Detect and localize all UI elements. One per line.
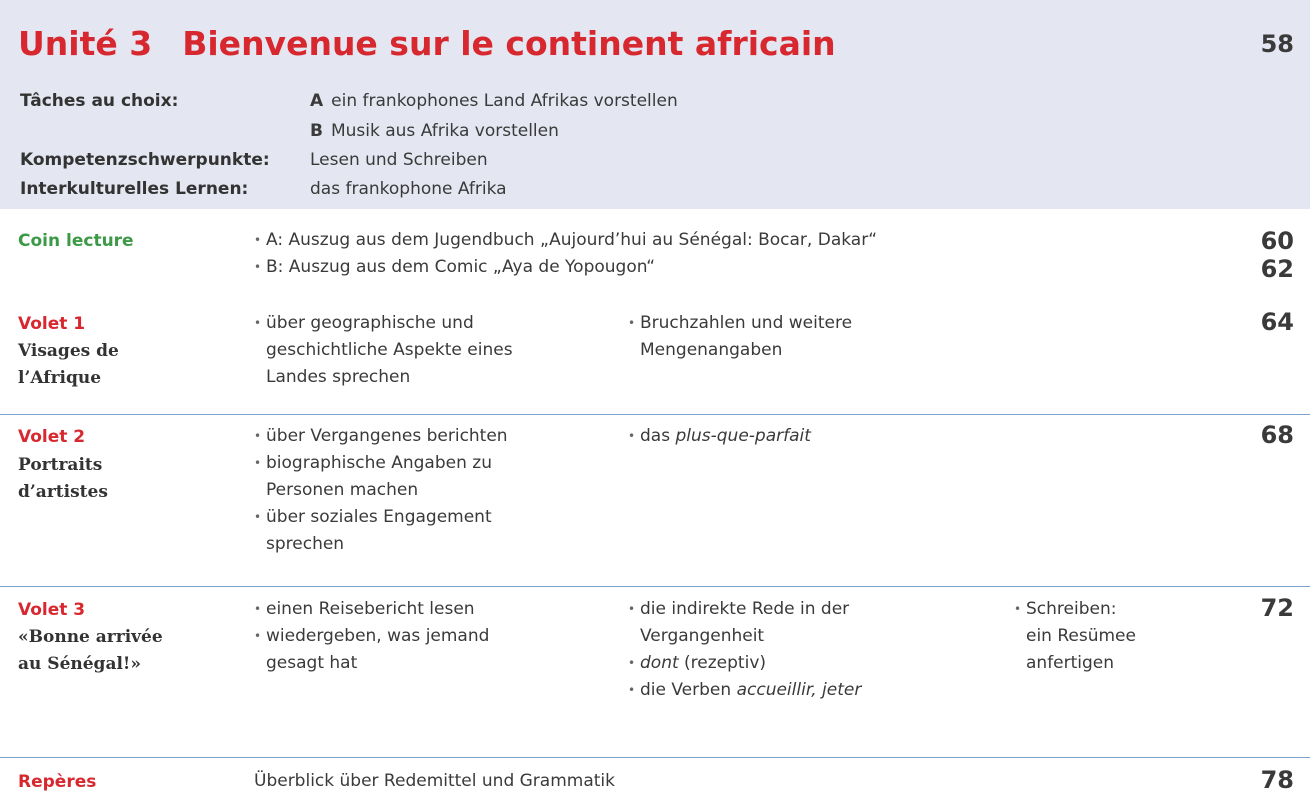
list-item: • wiedergeben, was jemand (254, 623, 489, 650)
list-item: • über Vergangenes berichten (254, 423, 508, 450)
list-item: • über soziales Engagement (254, 504, 508, 531)
volet2-col1: • über Vergangenes berichten • biographische Angaben zu Personen machen • über soziales Engagement sprechen (254, 423, 508, 558)
kompetenz-value: Lesen und Schreiben (310, 150, 488, 170)
tache-a: A ein frankophones Land Afrikas vorstellen (310, 91, 678, 111)
volet3-col2: • die indirekte Rede in der Vergangenheit • dont (rezeptiv) • die Verben accueillir, jeter (628, 596, 861, 704)
unit-header (0, 0, 1310, 209)
volet3-col3: • Schreiben: ein Resümee anfertigen (1014, 596, 1136, 677)
taches-label: Tâches au choix: (20, 91, 179, 111)
volet1-label: Volet 1 (18, 314, 86, 334)
tache-b: B Musik aus Afrika vorstellen (310, 121, 559, 141)
volet1-subtitle: Visages de l’Afrique (18, 341, 119, 388)
list-item: • die indirekte Rede in der (628, 596, 861, 623)
list-item: • über geographische und (254, 310, 513, 337)
interkulturell-value: das frankophone Afrika (310, 179, 507, 199)
list-item: • Schreiben: (1014, 596, 1136, 623)
reperes-text: Überblick über Redemittel und Grammatik (254, 771, 615, 791)
unit-page-number: 58 (1260, 30, 1294, 58)
volet3-label: Volet 3 (18, 600, 86, 620)
unit-number: Unité 3 (18, 24, 153, 63)
coin-lecture-list (254, 227, 877, 281)
kompetenz-label: Kompetenzschwerpunkte: (20, 150, 270, 170)
divider (0, 586, 1310, 587)
list-item: • einen Reisebericht lesen (254, 596, 489, 623)
list-item: • B: Auszug aus dem Comic „Aya de Yopougon“ (254, 254, 877, 281)
list-item: • Bruchzahlen und weitere (628, 310, 852, 337)
volet2-page: 68 (1260, 421, 1294, 449)
volet1-col1: • über geographische und geschichtliche Aspekte eines Landes sprechen (254, 310, 513, 391)
volet3-subtitle: «Bonne arrivée au Sénégal!» (18, 627, 163, 674)
list-item: • biographische Angaben zu (254, 450, 508, 477)
list-item: • das plus-que-parfait (628, 423, 811, 450)
page-number: 60 (1260, 227, 1294, 255)
volet1-page: 64 (1260, 308, 1294, 336)
volet2-subtitle: Portraits d’artistes (18, 455, 108, 502)
interkulturell-label: Interkulturelles Lernen: (20, 179, 249, 199)
reperes-page: 78 (1260, 766, 1294, 794)
list-item: • dont (rezeptiv) (628, 650, 861, 677)
volet3-page: 72 (1260, 594, 1294, 622)
page-number: 62 (1260, 255, 1294, 283)
volet2-label: Volet 2 (18, 427, 86, 447)
list-item: • A: Auszug aus dem Jugendbuch „Aujourd’hui au Sénégal: Bocar, Dakar“ (254, 227, 877, 254)
list-item: • die Verben accueillir, jeter (628, 677, 861, 704)
unit-name: Bienvenue sur le continent africain (182, 24, 836, 63)
volet2-col2 (628, 423, 811, 450)
reperes-label: Repères (18, 772, 97, 792)
coin-lecture-pages (1261, 227, 1294, 283)
volet1-col2: • Bruchzahlen und weitere Mengenangaben (628, 310, 852, 364)
unit-title (18, 24, 836, 63)
volet3-col1: • einen Reisebericht lesen • wiedergeben, was jemand gesagt hat (254, 596, 489, 677)
coin-lecture-label: Coin lecture (18, 231, 134, 251)
divider (0, 414, 1310, 415)
divider (0, 757, 1310, 758)
